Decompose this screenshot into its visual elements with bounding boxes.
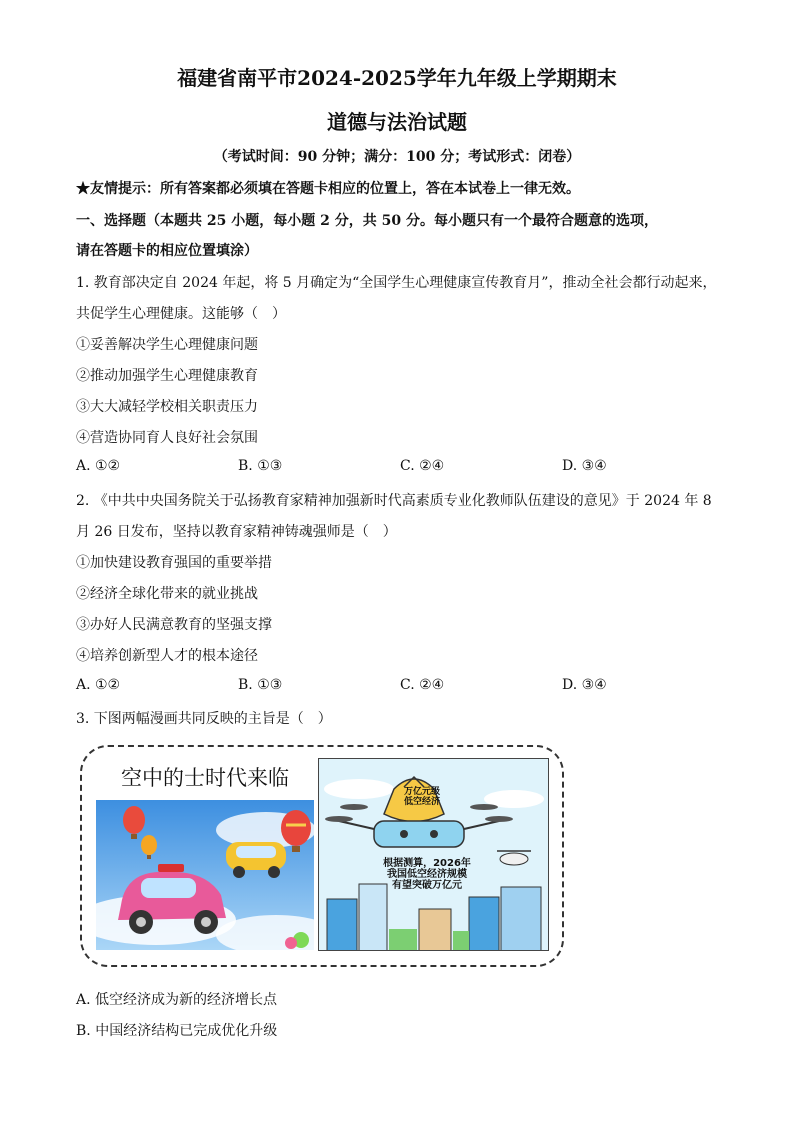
- caption-line: 有望突破万亿元: [392, 880, 462, 891]
- exam-info: （考试时间：90 分钟；满分：100 分；考试形式：闭卷）: [213, 149, 581, 165]
- section-heading: 一、选择题（本题共 25 小题，每小题 2 分，共 50 分。每小题只有一个最符合题意的选项，: [76, 213, 658, 229]
- notice: ★友情提示：所有答案都必须填在答题卡相应的位置上，答在本试卷上一律无效。: [76, 181, 580, 197]
- q2-item: ①加快建设教育强国的重要举措: [76, 555, 272, 571]
- q2-option-b[interactable]: B. ①③: [238, 677, 283, 693]
- q3-option-a[interactable]: A. 低空经济成为新的经济增长点: [76, 992, 278, 1008]
- q1-item: ①妥善解决学生心理健康问题: [76, 337, 258, 353]
- q2-options: [76, 677, 716, 697]
- q2-option-c[interactable]: C. ②④: [400, 677, 445, 693]
- q2-item: ②经济全球化带来的就业挑战: [76, 586, 258, 602]
- q1-option-d[interactable]: D. ③④: [562, 458, 607, 474]
- q2-stem: 2. 《中共中央国务院关于弘扬教育家精神加强新时代高素质专业化教师队伍建设的意见》于 2024 年 8: [76, 493, 712, 509]
- cartoon-left-image: [96, 800, 314, 950]
- exam-subtitle: 道德与法治试题: [327, 110, 467, 134]
- q2-option-a[interactable]: A. ①②: [76, 677, 121, 693]
- bag-label-line: 万亿元级: [403, 787, 440, 797]
- q1-option-a[interactable]: A. ①②: [76, 458, 121, 474]
- q1-item: ③大大减轻学校相关职责压力: [76, 399, 258, 415]
- section-heading-cont: 请在答题卡的相应位置填涂）: [76, 243, 258, 259]
- q1-option-c[interactable]: C. ②④: [400, 458, 445, 474]
- q1-item: ②推动加强学生心理健康教育: [76, 368, 258, 384]
- q1-stem: 1. 教育部决定自 2024 年起，将 5 月确定为“全国学生心理健康宣传教育月”，推动全社会都行动起来，: [76, 275, 717, 291]
- q2-option-d[interactable]: D. ③④: [562, 677, 607, 693]
- q2-item: ④培养创新型人才的根本途径: [76, 648, 258, 664]
- q1-stem-cont: 共促学生心理健康。这能够（ ）: [76, 306, 286, 322]
- cartoon-bag-label: [394, 788, 450, 808]
- q1-option-b[interactable]: B. ①③: [238, 458, 283, 474]
- q2-item: ③办好人民满意教育的坚强支撑: [76, 617, 272, 633]
- q1-options: [76, 458, 716, 478]
- cartoon-right-caption: [362, 858, 492, 891]
- exam-title: 福建省南平市2024-2025学年九年级上学期期末: [177, 66, 617, 90]
- q1-item: ④营造协同育人良好社会氛围: [76, 430, 258, 446]
- caption-line: 根据测算，2026年: [383, 858, 471, 869]
- q2-stem-cont: 月 26 日发布，坚持以教育家精神铸魂强师是（ ）: [76, 524, 397, 540]
- q3-stem: 3. 下图两幅漫画共同反映的主旨是（ ）: [76, 711, 332, 727]
- cartoon-left-title: 空中的士时代来临: [121, 766, 289, 790]
- caption-line: 我国低空经济规模: [387, 869, 467, 880]
- bag-label-line: 低空经济: [403, 796, 440, 807]
- q3-option-b[interactable]: B. 中国经济结构已完成优化升级: [76, 1023, 278, 1039]
